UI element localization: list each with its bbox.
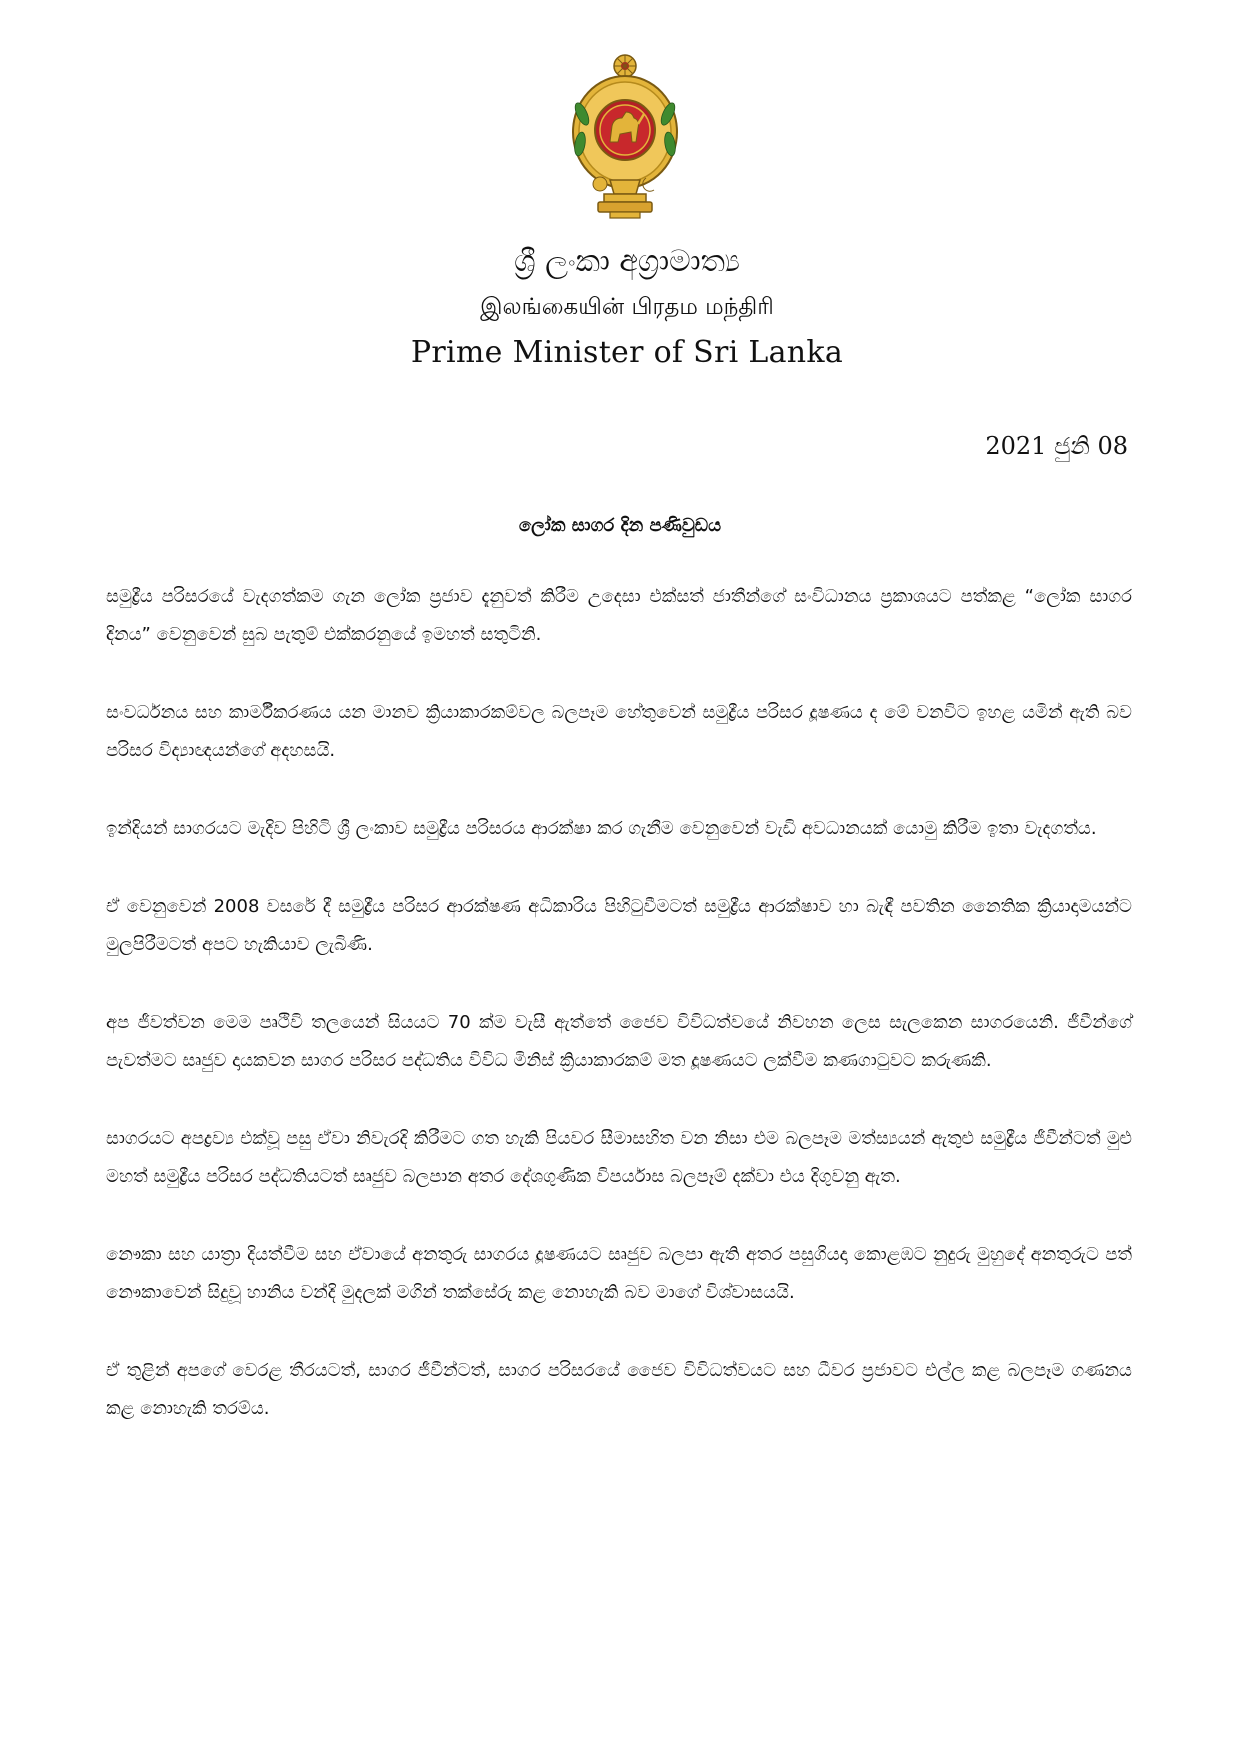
document-date: 2021 ජුනි 08 [985, 432, 1128, 460]
letterhead [0, 238, 1240, 378]
paragraph: සංවර්ධනය සහ කාර්මීකරණය යන මානව ක්‍රියාකාරකම්වල බලපෑම හේතුවෙන් සමුද්‍රීය පරිසර දූෂණය ද මේ වනවිට ඉහළ යමින් ඇති බව පරිසර විද්‍යාඥයන්ගේ අදහසයි. [106, 702, 1132, 761]
letterhead-title-english: Prime Minister of Sri Lanka [410, 335, 844, 370]
paragraph: ඒ වෙනුවෙන් 2008 වසරේ දී සමුද්‍රීය පරිසර ආරක්ෂණ අධිකාරිය පිහිටුවීමටත් සමුද්‍රීය ආරක්ෂාව හා බැඳී පවතින නෛතික ක්‍රියාදාමයන්ට මුලපිරීමටත් අපට හැකියාව ලැබිණි. [106, 896, 1132, 955]
paragraph: සාගරයට අපද්‍රව්‍ය එක්වූ පසු ඒවා නිවැරදි කිරීමට ගත හැකි පියවර සීමාසහිත වන නිසා එම බලපෑම මත්ස්‍යයන් ඇතුළු සමුද්‍රීය ජීවීන්ටත් මුළු මහත් සමුද්‍රීය පරිසර පද්ධතියටත් සෘජුව බලපාන අතර දේශගුණික විපර්යාස බලපෑම් දක්වා එය දිගුවනු ඇත. [106, 1128, 1132, 1187]
letterhead-title-tamil: இலங்கையின் பிரதம மந்திரி [480, 294, 774, 320]
paragraph: ඒ තුළින් අපගේ වෙරළ තීරයටත්, සාගර ජීවීන්ටත්, සාගර පරිසරයේ ජෛව විවිධත්වයට සහ ධීවර ප්‍රජාවට එල්ල කළ බලපෑම ගණනය කළ නොහැකි තරම්ය. [106, 1360, 1132, 1419]
paragraph: නෞකා සහ යාත්‍රා දියත්වීම සහ ඒවායේ අනතුරු සාගරය දූෂණයට සෘජුව බලපා ඇති අතර පසුගියදා කොළඹට නුදුරු මුහුදේ අනතුරුට පත් නෞකාවෙන් සිදුවූ හානිය වන්දි මුදලක් මගින් තක්සේරු කළ නොහැකි බව මාගේ විශ්වාසයයි. [106, 1244, 1132, 1303]
document-body [106, 578, 1132, 1468]
document-title: ලෝක සාගර දින පණිවුඩය [518, 515, 722, 536]
paragraph: සමුද්‍රීය පරිසරයේ වැදගත්කම ගැන ලෝක ප්‍රජාව දැනුවත් කිරීම උදෙසා එක්සත් ජාතීන්ගේ සංවිධානය ප්‍රකාශයට පත්කළ “ලෝක සාගර දිනය” වෙනුවෙන් සුබ පැතුම් එක්කරනුයේ ඉමහත් සතුටිනි. [106, 586, 1132, 645]
sri-lanka-emblem-icon [560, 52, 690, 220]
paragraph: ඉන්දියන් සාගරයට මැදිව පිහිටි ශ්‍රී ලංකාව සමුද්‍රීය පරිසරය ආරක්ෂා කර ගැනීම වෙනුවෙන් වැඩි අවධානයක් යොමු කිරීම ඉතා වැදගත්ය. [106, 818, 1097, 839]
letterhead-title-sinhala: ශ්‍රී ලංකා අග්‍රාමාත්‍ය [514, 244, 740, 279]
paragraph: අප ජීවත්වන මෙම පෘථිවි තලයෙන් සියයට 70 ක්ම වැසී ඇත්තේ ජෛව විවිධත්වයේ නිවහන ලෙස සැලකෙන සාගරයෙනි. ජීවීන්ගේ පැවත්මට සෘජුව දායකවන සාගර පරිසර පද්ධතිය විවිධ මිනිස් ක්‍රියාකාරකම් මත දූෂණයට ලක්වීම කණගාටුවට කරුණකි. [106, 1012, 1132, 1071]
